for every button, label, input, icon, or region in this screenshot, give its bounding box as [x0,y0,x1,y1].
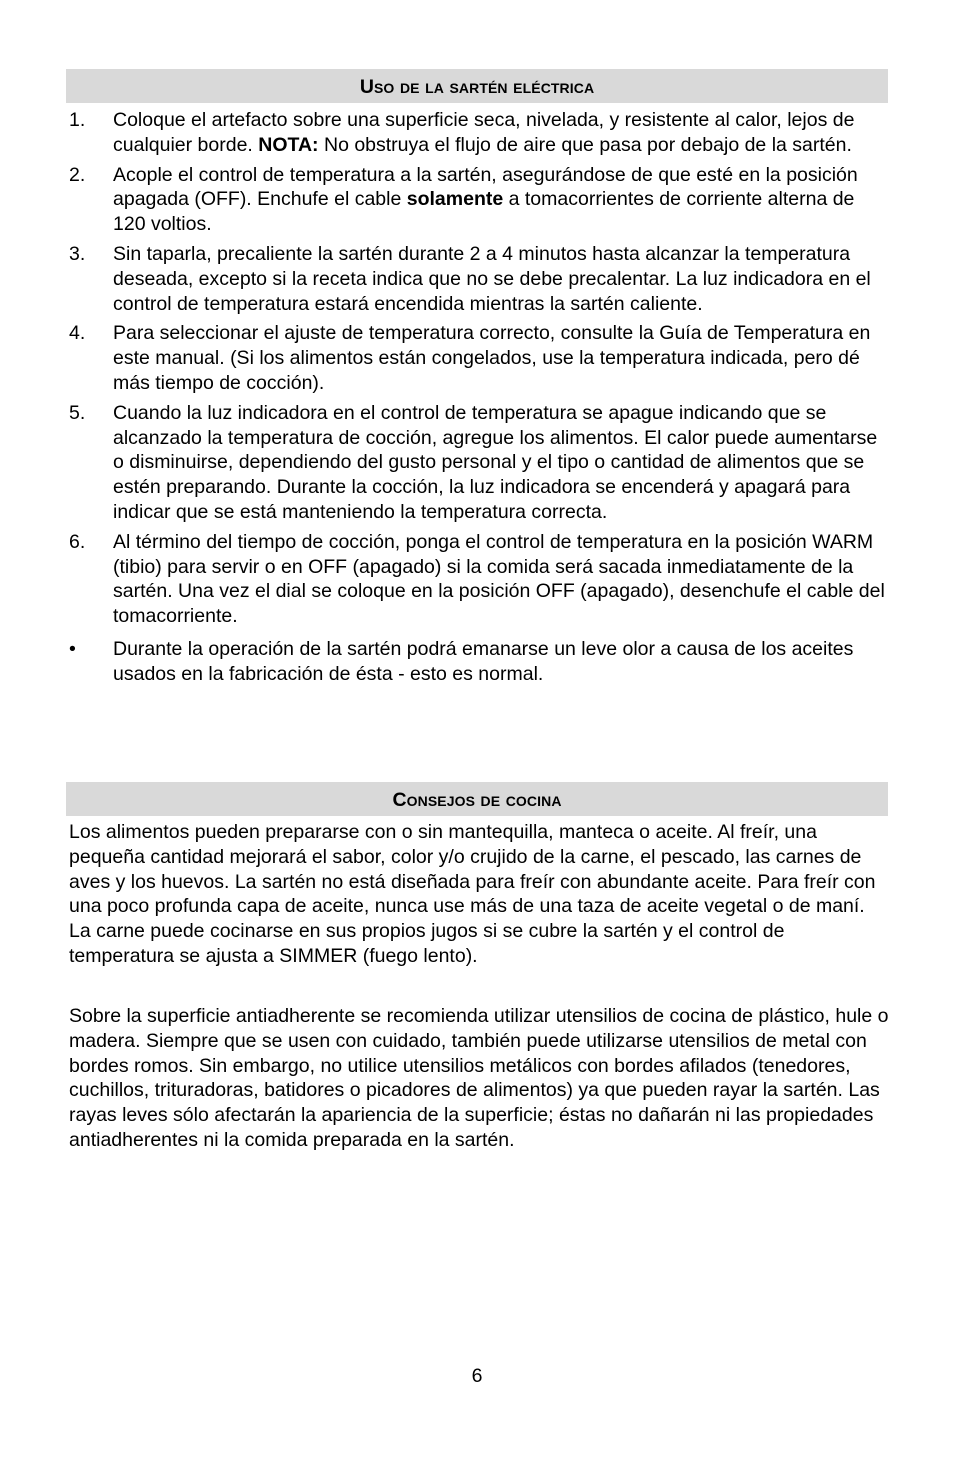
section-heading-uso: Uso de la sartén eléctrica [66,69,888,103]
list-text: Acople el control de temperatura a la sartén, asegurándose de que esté en la posición apagada (OFF). Enchufe el cable [113,163,858,211]
list-text: Coloque el artefacto sobre una superficie seca, nivelada, y resistente al calor, lejos de cualquier borde. [113,109,855,156]
list-item [66,108,890,158]
list-text: Cuando la luz indicadora en el control de temperatura se apague indicando que se alcanzado la temperatura de cocción, agregue los alimentos. El calor puede aumentarse o disminuirse, dependiendo del gusto personal y el tipo o cantidad de alimentos que se estén preparando. Durante la cocción, la luz indicadora se encenderá y apagará para indicar que se está manteniendo la temperatura correcta. [113,401,878,523]
list-item [66,163,890,237]
list-bold-note: NOTA: [258,133,319,156]
list-item [66,637,890,687]
list-text-continued: a tomacorrientes de corriente alterna de 120 voltios. [113,188,855,236]
section-heading-consejos: Consejos de cocina [66,782,888,816]
paragraph-cooking-fats: Los alimentos pueden prepararse con o sin mantequilla, manteca o aceite. Al freír, una pequeña cantidad mejorará el sabor, color y/o crujido de la carne, el pescado, las carnes de aves y los huevos. La sartén no está diseñada para freír con abundante aceite. Para freír con una poco profunda capa de aceite, nunca use más de una taza de aceite vegetal o de maní. La carne puede cocinarse en sus propios jugos si se cubre la sartén y el control de temperatura se ajusta a SIMMER (fuego lento). [69,821,876,967]
list-bold-emphasis: solamente [406,188,504,211]
bullet-marker: • [69,637,76,660]
list-item [66,242,890,316]
list-number: 2. [69,163,86,186]
list-item [66,321,890,395]
list-text: Durante la operación de la sartén podrá emanarse un leve olor a causa de los aceites usados en la fabricación de ésta - esto es normal. [113,637,854,685]
list-number: 4. [69,322,86,345]
instructions-list [66,108,890,692]
list-number: 3. [69,242,86,265]
paragraph-utensils: Sobre la superficie antiadherente se recomienda utilizar utensilios de cocina de plástico, hule o madera. Siempre que se usen con cuidado, también puede utilizarse utensilios de metal con bordes romos. Sin embargo, no utilice utensilios metálicos con bordes afilados (tenedores, cuchillos, trituradoras, batidores o picadores de alimentos) ya que pueden rayar la sartén. Las rayas leves sólo afectarán la apariencia de la superficie; éstas no dañarán ni las propiedades antiadherentes ni la comida preparada en la sartén. [69,1005,889,1151]
list-text: Al término del tiempo de cocción, ponga el control de temperatura en la posición WARM (tibio) para servir o en OFF (apagado) si la comida será sacada inmediatamente de la sartén. Una vez el dial se coloque en la posición OFF (apagado), desenchufe el cable del tomacorriente. [113,530,885,628]
list-item [66,530,890,629]
page-number: 6 [471,1365,483,1387]
list-number: 6. [69,530,86,553]
list-number: 5. [69,401,86,424]
list-text: Para seleccionar el ajuste de temperatura correcto, consulte la Guía de Temperatura en este manual. (Si los alimentos están congelados, use la temperatura indicada, pero dé más tiempo de cocción). [113,322,871,394]
list-item [66,401,890,525]
list-text-continued: No obstruya el flujo de aire que pasa por debajo de la sartén. [318,133,852,156]
list-number: 1. [69,109,86,131]
list-text: Sin taparla, precaliente la sartén durante 2 a 4 minutos hasta alcanzar la temperatura deseada, excepto si la receta indica que no se debe precalentar. La luz indicadora en el control de temperatura estará encendida mientras la sartén caliente. [113,242,871,315]
